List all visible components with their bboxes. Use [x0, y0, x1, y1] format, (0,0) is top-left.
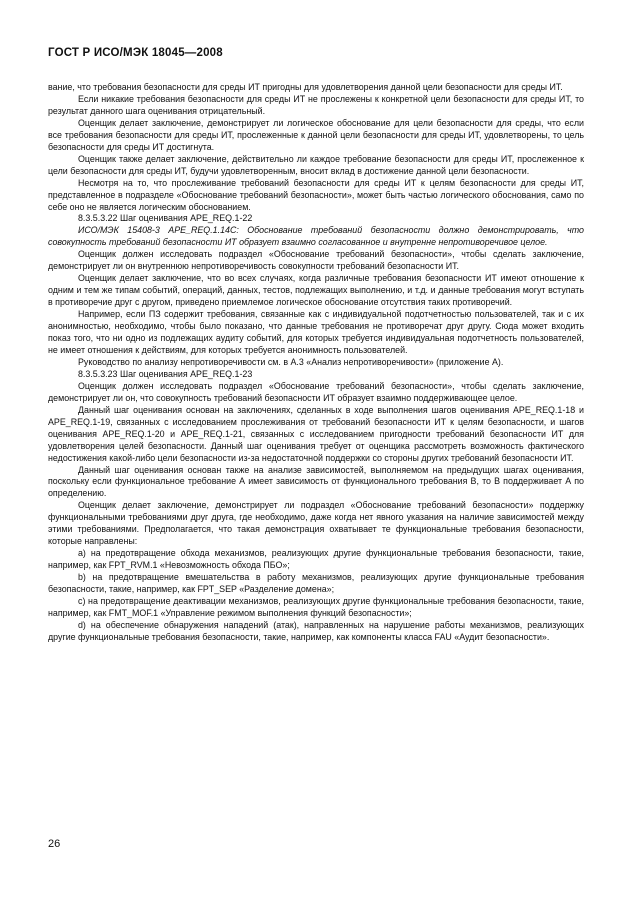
paragraph: Оценщик должен исследовать подраздел «Обоснование требований безопасности», чтобы сделать заключение, демонстрирует ли он, что совокупность требований безопасности ИТ образует взаимно поддерживающее целое.: [48, 380, 584, 403]
list-item: c) на предотвращение деактивации механизмов, реализующих другие функциональные требования безопасности, такие, например, как FMT_MOF.1 «Управление режимом выполнения функций безопасности»;: [48, 595, 584, 618]
document-body: [48, 82, 584, 644]
paragraph: Оценщик делает заключение, демонстрирует ли логическое обоснование для цели безопасности для среды, что если все требования безопасности для среды ИТ, прослеженные к данной цели безопасности для среды ИТ, удовлетворены, то цель безопасности для среды ИТ достигнута.: [48, 117, 584, 152]
section-heading: 8.3.5.3.22 Шаг оценивания APE_REQ.1-22: [78, 213, 253, 224]
list-item: d) на обеспечение обнаружения нападений (атак), направленных на нарушение работы механизмов, реализующих другие функциональные требования безопасности, такие, например, как компоненты класса FAU «Аудит безопасности».: [48, 619, 584, 642]
paragraph: Если никакие требования безопасности для среды ИТ не прослежены к конкретной цели безопасности для среды ИТ, то результат данного шага оценивания отрицательный.: [48, 93, 584, 116]
paragraph: Несмотря на то, что прослеживание требований безопасности для среды ИТ к целям безопасности для среды ИТ, представленное в подразделе «Обоснование требований безопасности», может быть частью логического обоснования, само по себе оно не является логическим обоснованием.: [48, 177, 584, 212]
paragraph: вание, что требования безопасности для среды ИТ пригодны для удовлетворения данной цели безопасности для среды ИТ.: [48, 82, 563, 92]
list-item: b) на предотвращение вмешательства в работу механизмов, реализующих другие функциональные требования безопасности, такие, например, как FPT_SEP «Разделение домена»;: [48, 572, 584, 595]
paragraph: Руководство по анализу непротиворечивости см. в А.3 «Анализ непротиворечивости» (приложение А).: [78, 356, 504, 367]
page-number: 26: [48, 838, 61, 850]
standard-quote: ИСО/МЭК 15408-3 APE_REQ.1.14C: Обоснование требований безопасности должно демонстрировать, что совокупность требований безопасности ИТ образует взаимно согласованное и внутренне непротиворечивое целое.: [48, 225, 584, 248]
paragraph: Данный шаг оценивания основан на заключениях, сделанных в ходе выполнения шагов оценивания APE_REQ.1-18 и APE_REQ.1-19, связанных с исследованием прослеживания от требований безопасности ИТ к целям безопасности, и шагов оценивания APE_REQ.1-20 и APE_REQ.1-21, связанных с исследованием пригодности требований безопасности ИТ для удовлетворения целей безопасности. Данный шаг оценивания требует от оценщика рассмотреть возможность фактического недостижения какой-либо цели безопасности из-за недостаточной поддержки со стороны других требований безопасности ИТ.: [48, 404, 584, 463]
list-item: а) на предотвращение обхода механизмов, реализующих другие функциональные требования безопасности, такие, например, как FPT_RVM.1 «Невозможность обхода ПБО»;: [48, 548, 584, 571]
paragraph: Например, если ПЗ содержит требования, связанные как с индивидуальной подотчетностью пользователей, так и с их анонимностью, необходимо, чтобы было показано, что данные требования не противоречат друг другу. Сюда может входить показ того, что ни одно из подлежащих аудиту событий, для которых требуется индивидуальная подотчетность пользователей, не имеет отношения к действиям, для которых требуется анонимность пользователей.: [48, 309, 584, 355]
paragraph: Оценщик также делает заключение, действительно ли каждое требование безопасности для среды ИТ, прослеженное к цели безопасности для среды ИТ, будучи удовлетворенным, вносит вклад в достижение данной цели безопасности.: [48, 153, 584, 176]
section-heading: 8.3.5.3.23 Шаг оценивания APE_REQ.1-23: [78, 368, 253, 379]
paragraph: Оценщик делает заключение, демонстрирует ли подраздел «Обоснование требований безопасности» поддержку функциональными требованиями друг друга, где необходимо, даже когда нет явного указания на наличие зависимостей между этими требованиями. Предполагается, что такая демонстрация охватывает те функциональные требования безопасности, которые направлены:: [48, 500, 584, 547]
page-header: ГОСТ Р ИСО/МЭК 18045—2008: [48, 47, 223, 59]
paragraph: Оценщик делает заключение, что во всех случаях, когда различные требования безопасности ИТ имеют отношение к одним и тем же типам событий, операций, данных, тестов, подлежащих выполнению, и т.д. и данные требования могут вступать в противоречие друг с другом, приведено приемлемое логическое обоснование отсутствия таких противоречий.: [48, 273, 584, 308]
paragraph: Данный шаг оценивания основан также на анализе зависимостей, выполняемом на предыдущих шагах оценивания, поскольку если функциональное требование А имеет зависимость от функционального требования В, то В поддерживает А по определению.: [48, 464, 584, 499]
paragraph: Оценщик должен исследовать подраздел «Обоснование требований безопасности», чтобы сделать заключение, демонстрирует ли он внутреннюю непротиворечивость совокупности требований безопасности ИТ.: [48, 249, 584, 272]
